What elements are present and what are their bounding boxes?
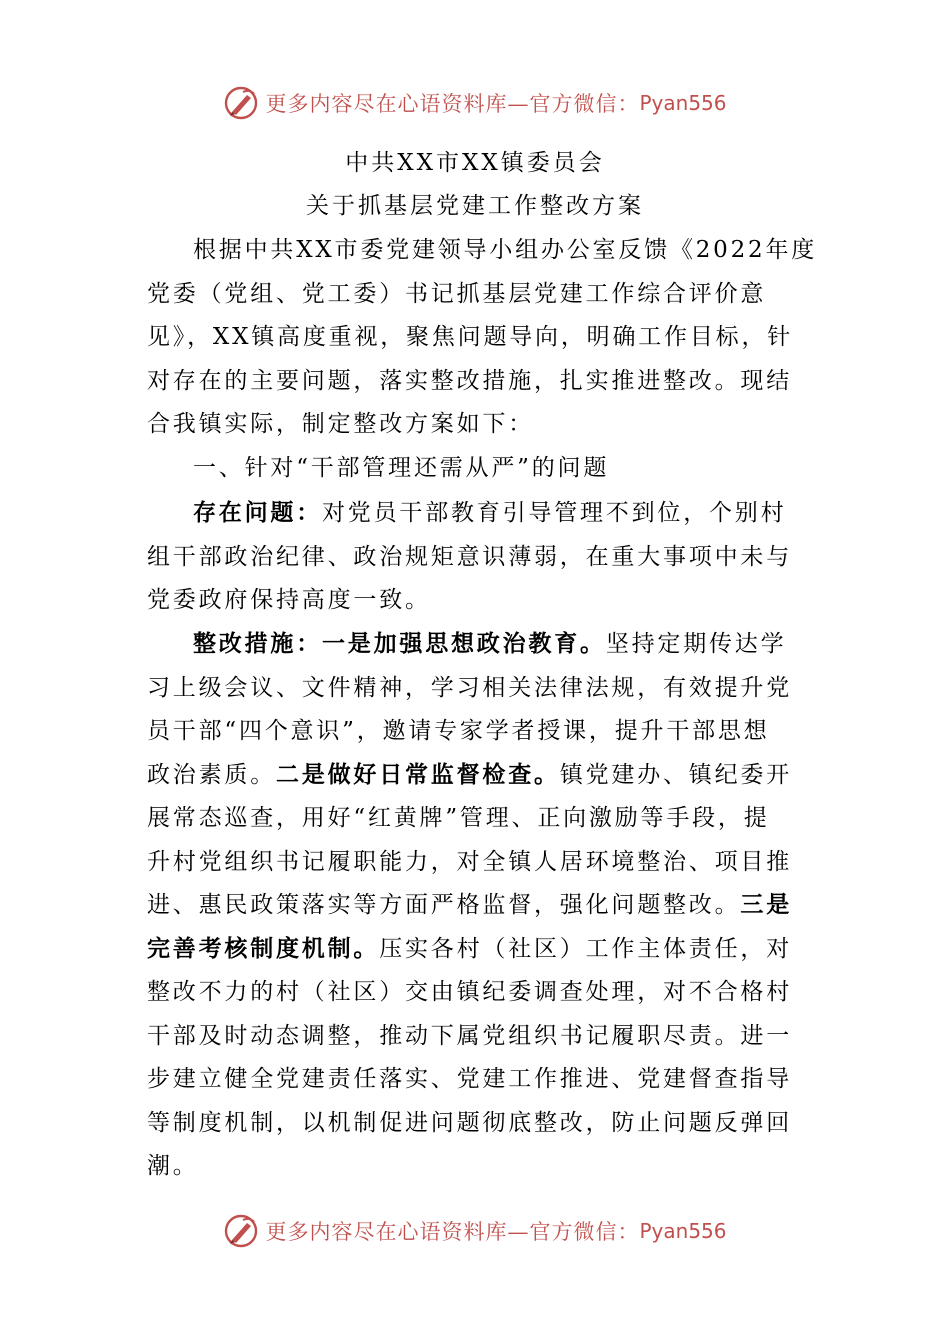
document-main-title: 关于抓基层党建工作整改方案 — [306, 193, 644, 219]
measure-2-title: 二是做好日常监督检查。 — [276, 761, 560, 788]
measures-line: 展常态巡查，用好“红黄牌”管理、正向激励等手段，提 — [147, 805, 770, 831]
measure-3-title: 三是 — [740, 891, 793, 918]
pen-logo-icon — [223, 85, 259, 121]
measure-2-text: 镇党建办、镇纪委开 — [559, 762, 793, 788]
pen-logo-icon — [223, 1213, 259, 1249]
section-heading: 一、针对“干部管理还需从严”的问题 — [193, 455, 610, 481]
problem-line: 组干部政治纪律、政治规矩意识薄弱，在重大事项中未与 — [147, 544, 792, 570]
measures-line: 升村党组织书记履职能力，对全镇人居环境整治、项目推 — [147, 849, 792, 875]
measures-line: 干部及时动态调整，推动下属党组织书记履职尽责。进一 — [147, 1023, 792, 1049]
problem-line: 党委政府保持高度一致。 — [147, 587, 431, 613]
measures-line: 步建立健全党建责任落实、党建工作推进、党建督查指导 — [147, 1066, 792, 1092]
measures-line: 潮。 — [147, 1153, 199, 1179]
intro-line: 合我镇实际，制定整改方案如下： — [147, 411, 534, 437]
measure-1-text: 政治素质。 — [147, 762, 276, 788]
watermark-wechat-id: Pyan556 — [639, 91, 727, 115]
measures-label: 整改措施： — [193, 630, 322, 657]
document-org-title: 中共XX市XX镇委员会 — [345, 150, 605, 176]
watermark-text: 更多内容尽在心语资料库—官方微信： — [265, 92, 640, 116]
watermark-banner-bottom — [0, 1206, 950, 1256]
measure-2-text: 进、惠民政策落实等方面严格监督，强化问题整改。 — [147, 892, 741, 918]
measures-line — [147, 886, 807, 919]
measure-3-text: 压实各村（社区）工作主体责任，对 — [379, 936, 793, 962]
watermark-wechat-id: Pyan556 — [639, 1219, 727, 1243]
measures-line — [193, 625, 807, 658]
measures-line — [147, 930, 807, 963]
measures-line — [147, 756, 807, 789]
problem-line — [193, 494, 807, 527]
problem-label: 存在问题： — [193, 499, 322, 526]
intro-line: 根据中共XX市委党建领导小组办公室反馈《2022年度 — [193, 237, 818, 263]
measures-line: 员干部“四个意识”，邀请专家学者授课，提升干部思想 — [147, 718, 770, 744]
measures-line: 等制度机制，以机制促进问题彻底整改，防止问题反弹回 — [147, 1110, 792, 1136]
intro-line: 党委（党组、党工委）书记抓基层党建工作综合评价意 — [147, 281, 767, 307]
measure-3-title: 完善考核制度机制。 — [147, 935, 380, 962]
watermark-text: 更多内容尽在心语资料库—官方微信： — [265, 1220, 640, 1244]
intro-line: 对存在的主要问题，落实整改措施，扎实推进整改。现结 — [147, 368, 792, 394]
problem-text: 对党员干部教育引导管理不到位，个别村 — [322, 500, 787, 526]
measure-1-text: 坚持定期传达学 — [605, 631, 787, 657]
measure-1-title: 一是加强思想政治教育。 — [322, 630, 606, 657]
measures-line: 习上级会议、文件精神，学习相关法律法规，有效提升党 — [147, 675, 792, 701]
measures-line: 整改不力的村（社区）交由镇纪委调查处理，对不合格村 — [147, 979, 792, 1005]
intro-line: 见》，XX镇高度重视，聚焦问题导向，明确工作目标，针 — [147, 324, 794, 350]
watermark-banner-top — [0, 78, 950, 128]
